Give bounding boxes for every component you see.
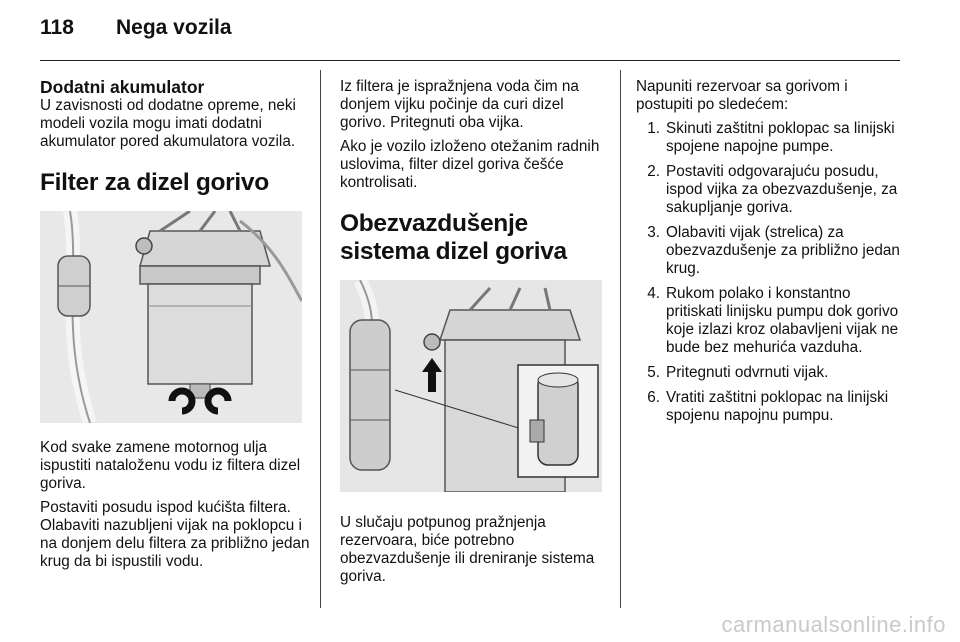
battery-paragraph: U zavisnosti od dodatne opreme, neki modeli vozila mogu imati dodatni akumulator pored akumulatora vozila. (40, 97, 296, 150)
fuel-filter-illustration (40, 211, 302, 423)
watermark-link[interactable]: carmanualsonline.info (721, 612, 946, 637)
bleed-paragraph-1: Iz filtera je ispražnjena voda čim na donjem vijku počinje da curi dizel gorivo. Pritegnuti oba vijka. (340, 78, 579, 131)
column-1 (40, 78, 310, 577)
filter-paragraph-2: Postaviti posudu ispod kućišta filtera. Olabaviti nazubljeni vijak na poklopcu i na donjem delu filtera za približno jedan krug da bi ispustili vodu. (40, 499, 310, 570)
heading-fuel-bleeding: Obezvazdušenje sistema dizel goriva (340, 210, 567, 265)
procedure-step: 3. Olabaviti vijak (strelica) za obezvazdušenje za približno jedan krug. (647, 224, 900, 277)
fuel-system-illustration (340, 280, 602, 492)
procedure-step: 1. Skinuti zaštitni poklopac sa linijski spojene napojne pumpe. (647, 120, 895, 155)
page-number: 118 (40, 16, 74, 39)
column-3 (636, 78, 904, 432)
chapter-title: Nega vozila (116, 16, 232, 39)
column-divider-1 (320, 70, 321, 608)
procedure-steps (636, 120, 904, 425)
column-2 (340, 78, 608, 592)
procedure-step: 2. Postaviti odgovarajuću posudu, ispod vijka za obezvazdušenje, za sakupljanje goriva. (647, 163, 898, 216)
bleed-paragraph-2: Ako je vozilo izloženo otežanim radnih uslovima, filter dizel goriva češće kontrolisati. (340, 138, 600, 191)
procedure-step: 4. Rukom polako i konstantno pritiskati linijsku pumpu dok gorivo koje izlazi kroz olabavljeni vijak ne bude bez mehurića vazduha. (647, 285, 899, 356)
procedure-intro: Napuniti rezervoar sa gorivom i postupiti po sledećem: (636, 78, 848, 113)
procedure-step: 6. Vratiti zaštitni poklopac na linijski spojenu napojnu pumpu. (647, 389, 889, 424)
column-divider-2 (620, 70, 621, 608)
heading-additional-battery: Dodatni akumulator (40, 77, 205, 97)
heading-diesel-filter: Filter za dizel gorivo (40, 169, 269, 196)
fuel-pump-drawing (340, 280, 602, 492)
bleed-paragraph-3: U slučaju potpunog pražnjenja rezervoara, biće potrebno obezvazdušenje ili dreniranje sistema goriva. (340, 514, 595, 585)
header-rule (40, 60, 900, 61)
fuel-filter-drawing (40, 211, 302, 423)
filter-paragraph-1: Kod svake zamene motornog ulja ispustiti nataloženu vodu iz filtera dizel goriva. (40, 439, 301, 492)
procedure-step: 5. Pritegnuti odvrnuti vijak. (647, 364, 829, 381)
page-header (40, 16, 232, 56)
